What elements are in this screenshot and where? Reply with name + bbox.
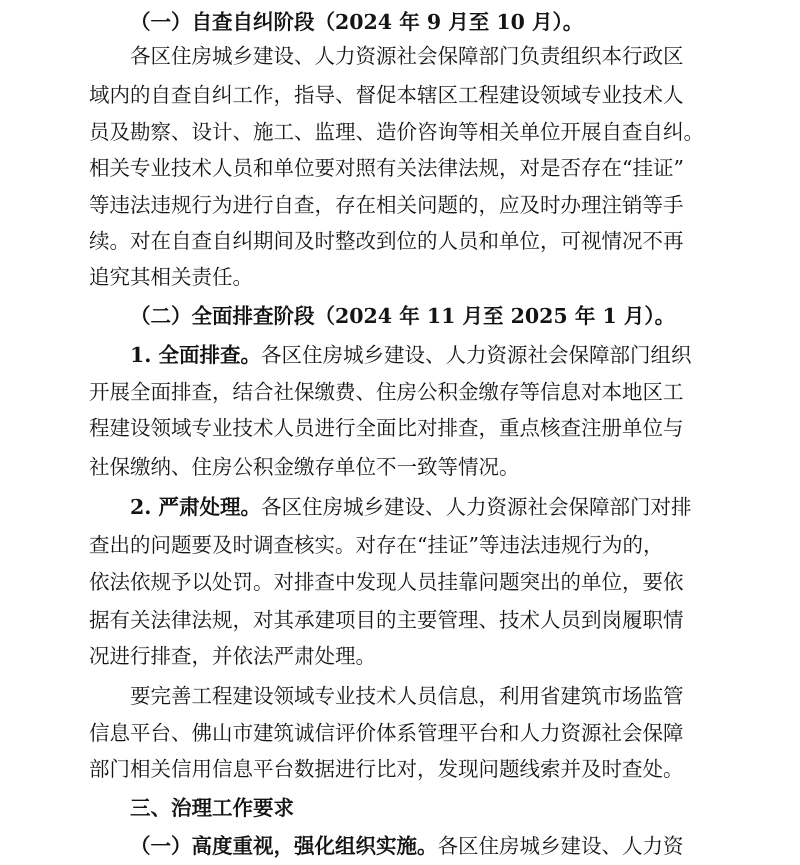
section-2-heading: （二）全面排查阶段（2024 年 11 月至 2025 年 1 月）。 xyxy=(130,304,676,328)
item-1-text: 各区住房城乡建设、人力资源社会保障部门组织 xyxy=(261,343,692,367)
para-3-line: 要完善工程建设领域专业技术人员信息，利用省建筑市场监管 xyxy=(130,684,684,708)
section-1-line: 相关专业技术人员和单位要对照有关法律法规，对是否存在“挂证” xyxy=(89,156,684,180)
item-2-line: 况进行排查，并依法严肃处理。 xyxy=(89,644,376,668)
sub-1-first-line xyxy=(130,836,684,860)
section-1-line: 续。对在自查自纠期间及时整改到位的人员和单位，可视情况不再 xyxy=(89,229,684,253)
item-2-first-line xyxy=(130,497,692,521)
item-1-line: 程建设领域专业技术人员进行全面比对排查，重点核查注册单位与 xyxy=(89,416,684,440)
item-2-line: 查出的问题要及时调查核实。对存在“挂证”等违法违规行为的， xyxy=(89,533,664,557)
section-1-line: 员及勘察、设计、施工、监理、造价咨询等相关单位开展自查自纠。 xyxy=(89,120,704,144)
para-3-line: 信息平台、佛山市建筑诚信评价体系管理平台和人力资源社会保障 xyxy=(89,721,684,745)
item-2-line: 依法依规予以处罚。对排查中发现人员挂靠问题突出的单位，要依 xyxy=(89,570,684,594)
section-1-line: 各区住房城乡建设、人力资源社会保障部门负责组织本行政区 xyxy=(130,44,684,68)
section-1-line: 等违法违规行为进行自查，存在相关问题的，应及时办理注销等手 xyxy=(89,193,684,217)
item-1-title: 1. 全面排查。 xyxy=(130,343,262,367)
para-3-line: 部门相关信用信息平台数据进行比对，发现问题线索并及时查处。 xyxy=(89,757,684,781)
section-1-line: 追究其相关责任。 xyxy=(89,265,253,289)
sub-1-title: （一）高度重视，强化组织实施。 xyxy=(130,834,438,858)
sub-1-text: 各区住房城乡建设、人力资 xyxy=(437,834,684,858)
section-1-heading: （一）自查自纠阶段（2024 年 9 月至 10 月）。 xyxy=(130,10,584,34)
item-2-line: 据有关法律法规，对其承建项目的主要管理、技术人员到岗履职情 xyxy=(89,608,684,632)
item-1-line: 社保缴纳、住房公积金缴存单位不一致等情况。 xyxy=(89,455,520,479)
item-2-text: 各区住房城乡建设、人力资源社会保障部门对排 xyxy=(261,495,692,519)
section-1-line: 域内的自查自纠工作，指导、督促本辖区工程建设领域专业技术人 xyxy=(89,83,684,107)
item-1-line: 开展全面排查，结合社保缴费、住房公积金缴存等信息对本地区工 xyxy=(89,380,684,404)
item-2-title: 2. 严肃处理。 xyxy=(130,495,262,519)
item-1-first-line xyxy=(130,345,692,369)
section-3-heading: 三、治理工作要求 xyxy=(130,796,294,820)
